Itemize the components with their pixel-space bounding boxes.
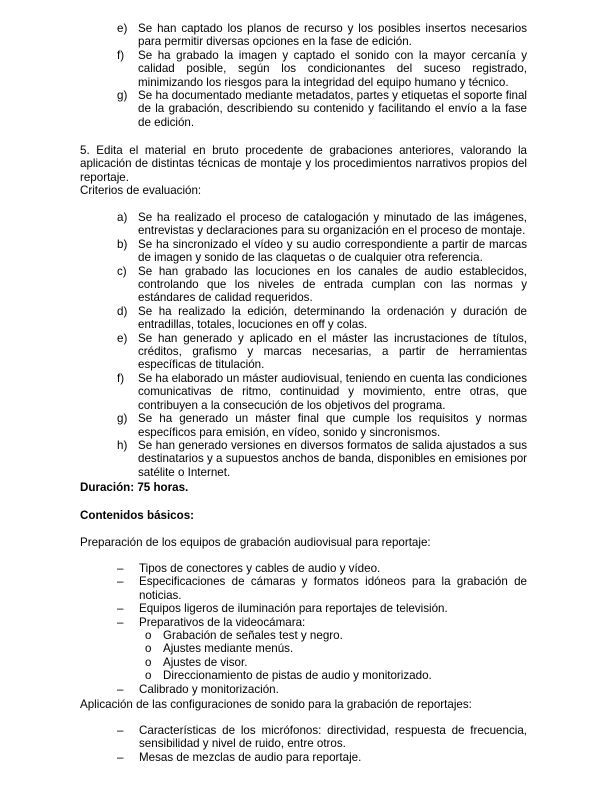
list-marker: c) (117, 264, 127, 278)
list-item (117, 238, 527, 265)
list-item-text: Se han generado y aplicado en el máster las incrustaciones de títulos, créditos, grafismo y marcas necesarias, a partir de herramientas específicas de titulación. (138, 331, 527, 372)
contents-heading: Contenidos básicos: (80, 509, 195, 522)
sublist-item (139, 656, 527, 669)
list-item (117, 332, 527, 372)
dash-marker: – (117, 682, 124, 696)
dash-marker: – (117, 562, 124, 575)
list-item-text: Se ha grabado la imagen y captado el sonido con la mayor cercanía y calidad posible, según los condicionantes del suceso registrado, minimizando los riesgos para la integridad del equipo humano y técnico. (138, 48, 527, 89)
prep-contents-list (117, 562, 527, 696)
sublist-item (139, 642, 527, 655)
list-item (117, 683, 527, 696)
list-marker: g) (117, 89, 128, 103)
duration-line: Duración: 75 horas. (80, 481, 189, 494)
sub-marker: o (145, 669, 152, 683)
list-item-text: Preparativos de la videocámara: (139, 615, 306, 629)
list-marker: e) (117, 22, 128, 35)
list-marker: h) (117, 438, 128, 452)
criteria-label: Criterios de evaluación: (80, 184, 202, 197)
list-marker: f) (117, 371, 125, 385)
list-item-text: Se han captado los planos de recurso y los posibles insertos necesarios para permitir diversas opciones en la fase de edición. (138, 22, 527, 49)
list-item-text: Mesas de mezclas de audio para reportaje. (139, 750, 362, 764)
camera-prep-sublist (139, 629, 527, 683)
list-item (117, 211, 527, 238)
sublist-item-text: Ajustes de visor. (163, 655, 248, 669)
list-item-text: Se ha elaborado un máster audiovisual, teniendo en cuenta las condiciones comunicativas de ritmo, continuidad y movimiento, entre otras, que contribuyen a la consecución de los objetivos del programa. (138, 371, 527, 412)
list-item (117, 305, 527, 332)
list-item (117, 602, 527, 615)
dash-marker: – (117, 724, 124, 737)
list-item-text: Se ha generado un máster final que cumple los requisitos y normas específicos para emisión, en vídeo, sonido y sincronismos. (138, 412, 527, 439)
list-item (117, 751, 527, 764)
sound-heading: Aplicación de las configuraciones de sonido para la grabación de reportajes: (80, 698, 472, 711)
list-item-text: Tipos de conectores y cables de audio y vídeo. (139, 562, 381, 575)
prep-heading: Preparación de los equipos de grabación audiovisual para reportaje: (80, 536, 431, 549)
list-marker: g) (117, 412, 128, 426)
list-item (117, 372, 527, 412)
list-item-text: Se ha realizado la edición, determinando la ordenación y duración de entradillas, totales, locuciones en off y colas. (138, 304, 527, 332)
list-item (117, 22, 527, 49)
dash-marker: – (117, 615, 124, 629)
list-marker: a) (117, 211, 128, 224)
top-criteria-list (117, 22, 527, 129)
list-item (117, 265, 527, 305)
list-item (117, 616, 527, 683)
list-marker: d) (117, 304, 128, 318)
list-item (117, 439, 527, 479)
list-item-text: Se han grabado las locuciones en los canales de audio establecidos, controlando que los niveles de entrada cumplan con las normas y estándares de calidad requeridos. (138, 264, 527, 305)
list-item (117, 562, 527, 575)
sub-marker: o (145, 642, 152, 656)
sublist-item-text: Direccionamiento de pistas de audio y monitorizado. (163, 669, 432, 683)
list-item (117, 89, 527, 129)
list-item-text: Se ha sincronizado el vídeo y su audio correspondiente a partir de marcas de imagen y sonido de las claquetas o de cualquier otra referencia. (138, 237, 527, 265)
sub-marker: o (145, 655, 152, 669)
sublist-item-text: Ajustes mediante menús. (163, 642, 294, 656)
list-item-text: Especificaciones de cámaras y formatos idóneos para la grabación de noticias. (139, 575, 527, 602)
list-item (117, 412, 527, 439)
list-item-text: Equipos ligeros de iluminación para reportajes de televisión. (139, 602, 448, 616)
list-item (117, 724, 527, 751)
list-item-text: Se ha realizado el proceso de catalogación y minutado de las imágenes, entrevistas y declaraciones para su organización en el proceso de montaje. (138, 211, 527, 238)
list-item-text: Se ha documentado mediante metadatos, partes y etiquetas el soporte final de la grabación, describiendo su contenido y facilitando el envío a la fase de edición. (138, 89, 527, 129)
dash-marker: – (117, 602, 124, 616)
list-item-text: Se han generado versiones en diversos formatos de salida ajustados a sus destinatarios y a supuestos anchos de banda, disponibles en emisiones por satélite o Internet. (138, 438, 527, 479)
sound-contents-list (117, 724, 527, 764)
section-5-statement: 5. Edita el material en bruto procedente de grabaciones anteriores, valorando la aplicación de distintas técnicas de montaje y los procedimientos narrativos propios del reportaje. (80, 144, 527, 184)
sublist-item (139, 669, 527, 682)
list-marker: f) (117, 48, 125, 62)
list-item (117, 575, 527, 602)
list-item-text: Características de los micrófonos: directividad, respuesta de frecuencia, sensibilidad y nivel de ruido, entre otros. (139, 724, 527, 751)
list-marker: e) (117, 331, 128, 345)
list-item-text: Calibrado y monitorización. (139, 682, 279, 696)
dash-marker: – (117, 750, 124, 764)
dash-marker: – (117, 575, 124, 589)
sub-marker: o (145, 629, 152, 643)
evaluation-criteria-list (117, 211, 527, 479)
sublist-item (139, 629, 527, 642)
list-marker: b) (117, 237, 128, 251)
sublist-item-text: Grabación de señales test y negro. (163, 629, 343, 643)
list-item (117, 49, 527, 89)
